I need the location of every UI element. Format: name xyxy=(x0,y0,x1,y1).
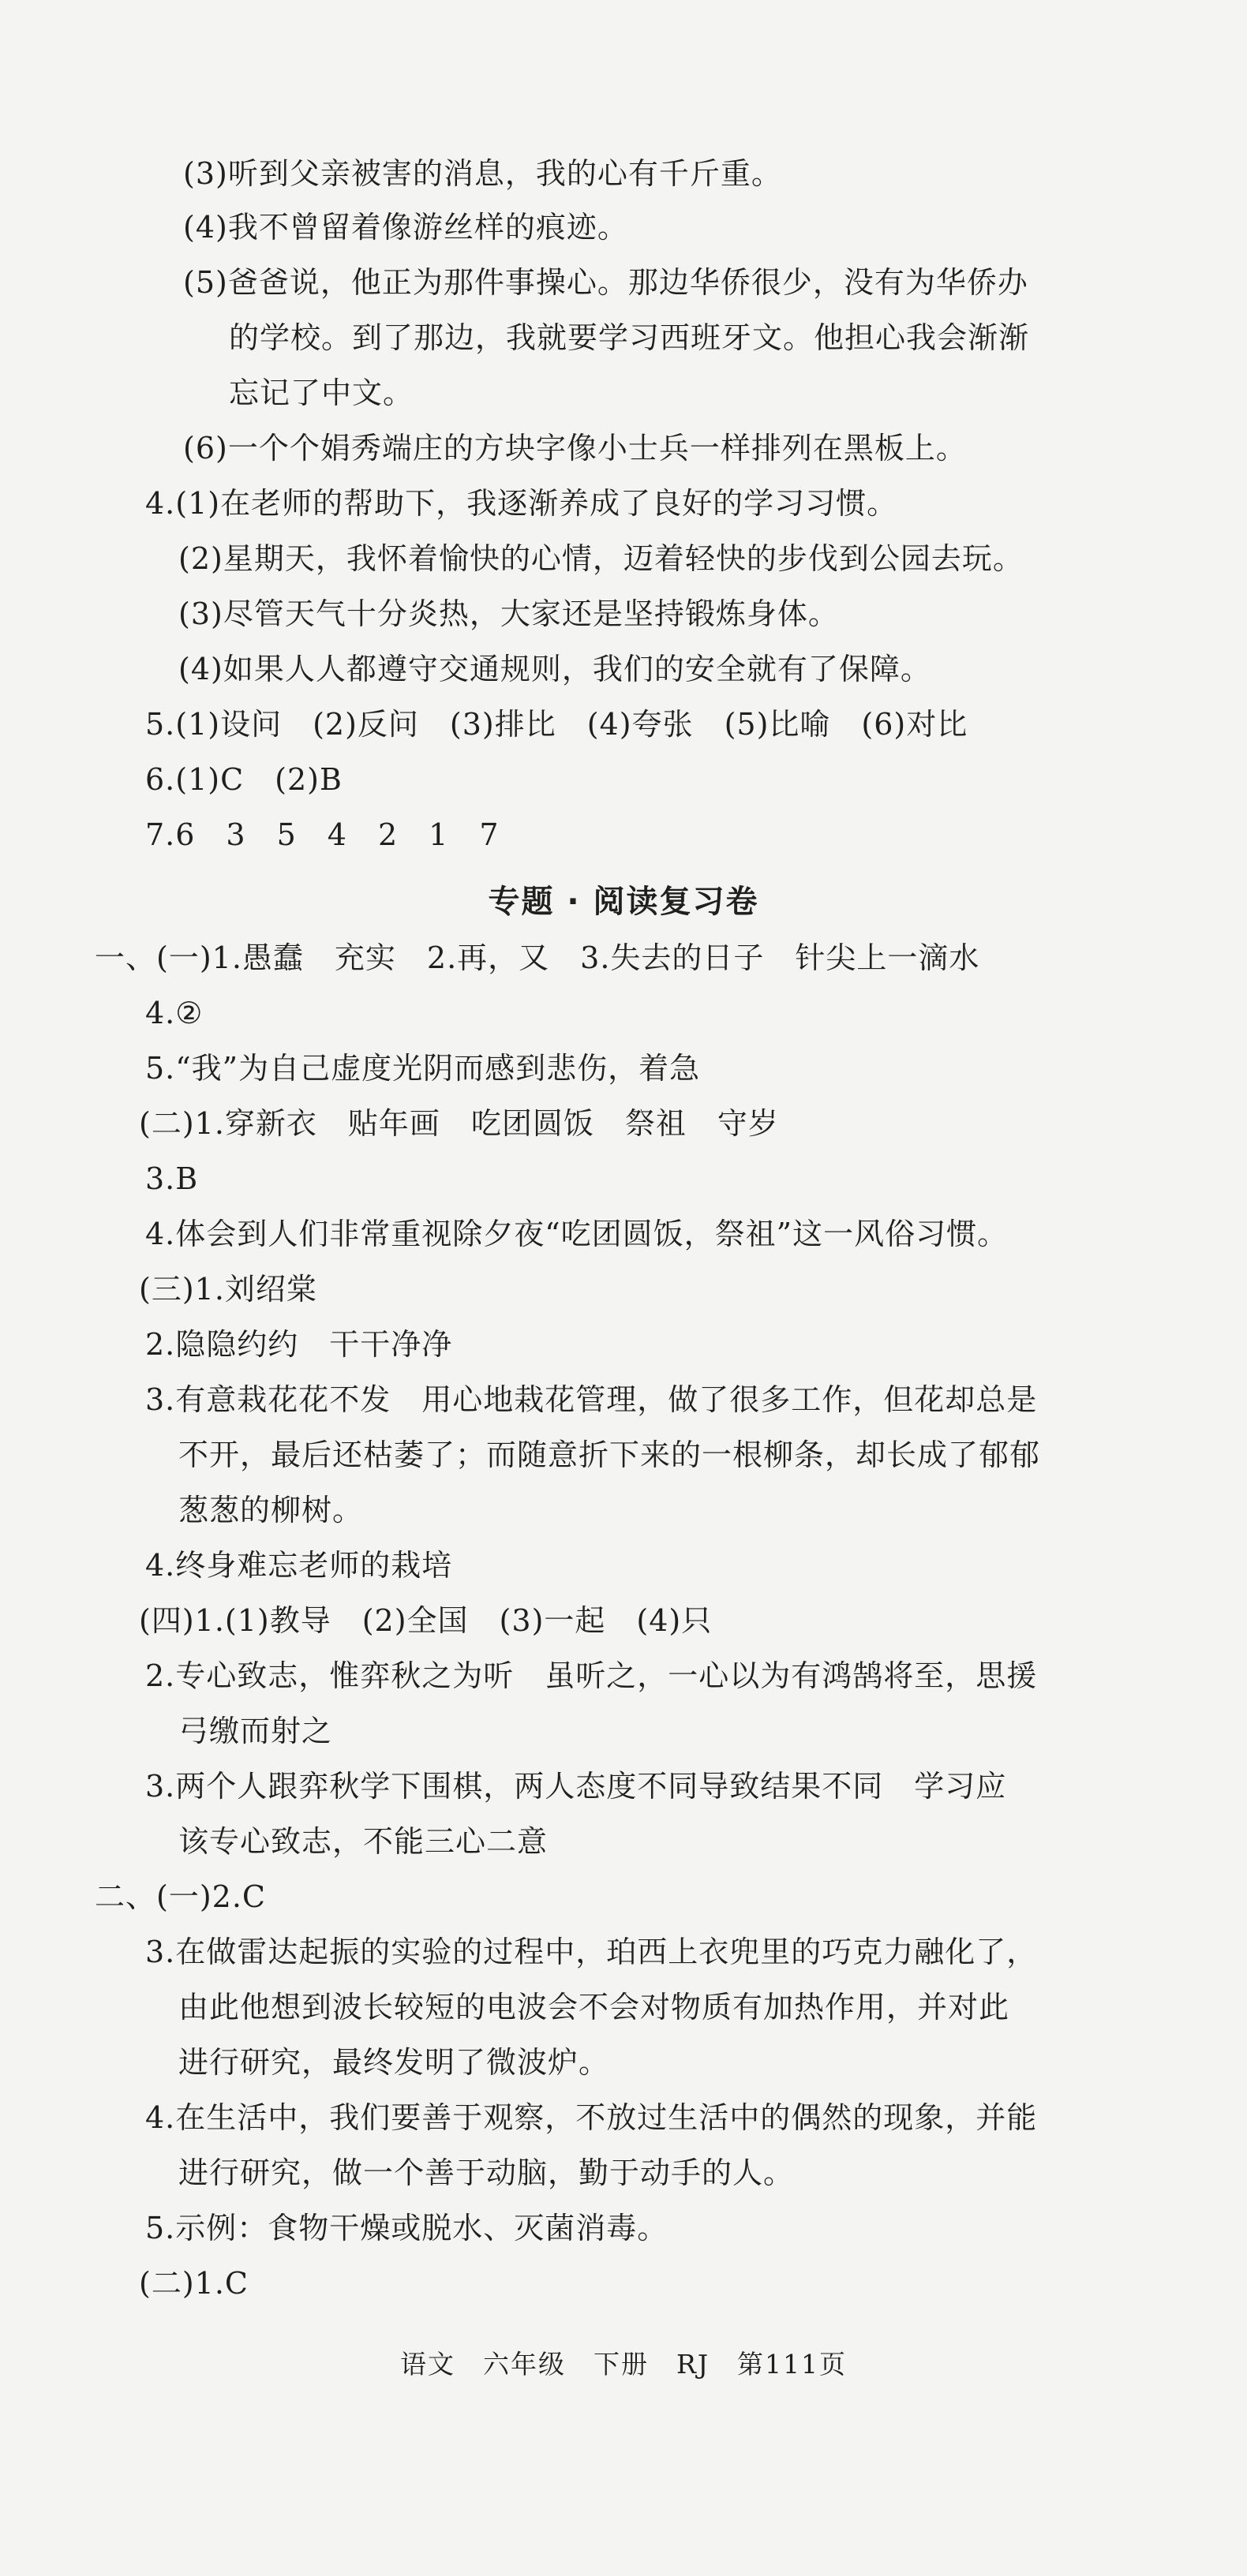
answer-line: 不开，最后还枯萎了；而随意折下来的一根柳条，却长成了郁郁 xyxy=(178,1438,1041,1472)
answer-line: (2)星期天，我怀着愉快的心情，迈着轻快的步伐到公园去玩。 xyxy=(178,541,1024,576)
page-footer: 语文 六年级 下册 RJ 第111页 xyxy=(399,2349,848,2380)
answer-line: 6.(1)C (2)B xyxy=(145,762,343,797)
answer-line: (二)1.C xyxy=(139,2266,249,2301)
answer-line: 进行研究，做一个善于动脑，勤于动手的人。 xyxy=(178,2155,795,2190)
answer-line: 二、(一)2.C xyxy=(95,1879,266,1914)
answer-line: 5.示例：食物干燥或脱水、灭菌消毒。 xyxy=(145,2211,668,2245)
answer-line: 2.隐隐约约 干干净净 xyxy=(145,1327,453,1362)
answer-line: 进行研究，最终发明了微波炉。 xyxy=(178,2045,610,2080)
answer-line: (6)一个个娟秀端庄的方块字像小士兵一样排列在黑板上。 xyxy=(183,431,967,465)
answer-line: 弓缴而射之 xyxy=(178,1714,333,1748)
answer-line: (三)1.刘绍棠 xyxy=(139,1272,317,1307)
answer-line: 由此他想到波长较短的电波会不会对物质有加热作用，并对此 xyxy=(178,1990,1010,2025)
section-title: 专题 · 阅读复习卷 xyxy=(488,884,759,920)
answer-line: (二)1.穿新衣 贴年画 吃团圆饭 祭祖 守岁 xyxy=(139,1106,779,1141)
answer-line: 忘记了中文。 xyxy=(229,376,414,410)
answer-line: (四)1.(1)教导 (2)全国 (3)一起 (4)只 xyxy=(139,1603,713,1638)
answer-line: 4.体会到人们非常重视除夕夜“吃团圆饭，祭祖”这一风俗习惯。 xyxy=(145,1217,1009,1251)
answer-line: 该专心致志，不能三心二意 xyxy=(178,1824,549,1859)
answer-line: 3.有意栽花花不发 用心地栽花管理，做了很多工作，但花却总是 xyxy=(145,1382,1038,1417)
answer-line: (3)听到父亲被害的消息，我的心有千斤重。 xyxy=(183,156,782,191)
answer-line: 4.(1)在老师的帮助下，我逐渐养成了良好的学习习惯。 xyxy=(145,486,898,521)
answer-line: 3.在做雷达起振的实验的过程中，珀西上衣兜里的巧克力融化了， xyxy=(145,1935,1038,1969)
answer-line: 4.终身难忘老师的栽培 xyxy=(145,1548,453,1583)
answer-line: 5.(1)设问 (2)反问 (3)排比 (4)夸张 (5)比喻 (6)对比 xyxy=(145,707,968,742)
answer-line: 葱葱的柳树。 xyxy=(178,1493,364,1527)
answer-line: (3)尽管天气十分炎热，大家还是坚持锻炼身体。 xyxy=(178,596,839,631)
answer-line: (5)爸爸说，他正为那件事操心。那边华侨很少，没有为华侨办 xyxy=(183,265,1028,300)
answer-line: 7.6 3 5 4 2 1 7 xyxy=(145,817,500,852)
answer-line: (4)如果人人都遵守交通规则，我们的安全就有了保障。 xyxy=(178,652,931,686)
answer-line: (4)我不曾留着像游丝样的痕迹。 xyxy=(183,210,628,245)
answer-line: 3.两个人跟弈秋学下围棋，两人态度不同导致结果不同 学习应 xyxy=(145,1769,1007,1804)
answer-line: 4.在生活中，我们要善于观察，不放过生活中的偶然的现象，并能 xyxy=(145,2100,1038,2135)
answer-line: 的学校。到了那边，我就要学习西班牙文。他担心我会渐渐 xyxy=(229,320,1030,355)
answer-line: 5.“我”为自己虚度光阴而感到悲伤，着急 xyxy=(145,1051,701,1086)
answer-line: 一、(一)1.愚蠢 充实 2.再，又 3.失去的日子 针尖上一滴水 xyxy=(95,940,980,975)
answer-line: 2.专心致志，惟弈秋之为听 虽听之，一心以为有鸿鹄将至，思援 xyxy=(145,1658,1038,1693)
answer-line: 3.B xyxy=(145,1161,199,1196)
answer-line: 4.② xyxy=(145,996,204,1030)
